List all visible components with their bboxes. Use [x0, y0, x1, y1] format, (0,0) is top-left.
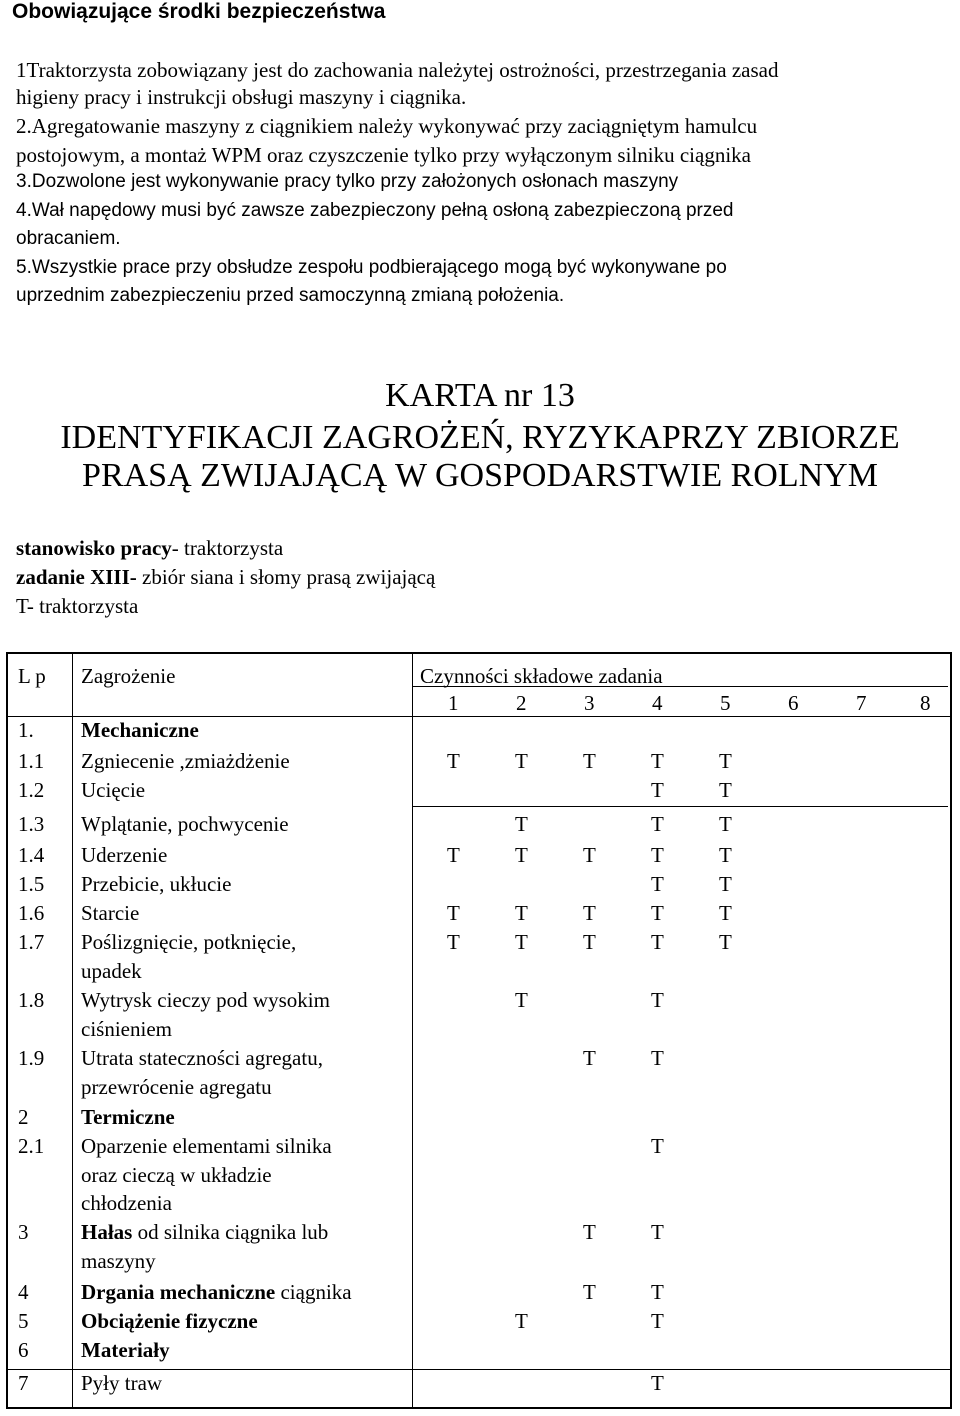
risk-mark: T	[515, 812, 528, 836]
workstation-label: stanowisko pracy	[16, 536, 172, 560]
card-number: KARTA nr 13	[385, 377, 575, 414]
risk-mark: T	[515, 1309, 528, 1333]
risk-mark: T	[651, 1371, 664, 1395]
row-number: 1.5	[18, 872, 45, 896]
hazard-name-bold: Materiały	[81, 1338, 170, 1362]
workstation-line	[16, 536, 283, 561]
hazard-name	[81, 1338, 170, 1363]
row-number: 1.8	[18, 988, 45, 1012]
task-value: zbiór siana i słomy prasą zwijającą	[136, 565, 436, 589]
row-number: 1.1	[18, 749, 45, 773]
measure-5-line-1: 5.Wszystkie prace przy obsłudze zespołu podbierającego mogą być wykonywane po	[16, 257, 727, 278]
hazard-name-bold: Drgania mechaniczne	[81, 1280, 276, 1304]
risk-mark: T	[719, 843, 732, 867]
hazard-name: Poślizgnięcie, potknięcie,	[81, 930, 297, 954]
section-title: Obowiązujące środki bezpieczeństwa	[12, 0, 386, 23]
task-number: 7	[856, 691, 867, 715]
column-header-tasks: Czynności składowe zadania	[420, 664, 663, 688]
measure-2-line-2: postojowym, a montaż WPM oraz czyszczenie tylko przy wyłączonym silniku ciągnika	[16, 143, 751, 167]
workstation-value: - traktorzysta	[171, 536, 284, 560]
risk-mark: T	[651, 1134, 664, 1158]
risk-mark: T	[583, 749, 596, 773]
card-title-line-1: IDENTYFIKACJI ZAGROŻEŃ, RYZYKAPRZY ZBIORZE	[60, 419, 900, 456]
task-number: 4	[652, 691, 663, 715]
hazard-name: Przebicie, ukłucie	[81, 872, 232, 896]
hazard-name-rest: od silnika ciągnika lub	[132, 1220, 329, 1244]
risk-mark: T	[651, 843, 664, 867]
hazard-name-bold: Hałas	[81, 1220, 133, 1244]
measure-3: 3.Dozwolone jest wykonywanie pracy tylko przy założonych osłonach maszyny	[16, 171, 679, 192]
risk-mark: T	[719, 749, 732, 773]
risk-mark: T	[583, 1046, 596, 1070]
risk-mark: T	[515, 930, 528, 954]
risk-mark: T	[583, 1280, 596, 1304]
hazard-name: przewrócenie agregatu	[81, 1074, 272, 1099]
risk-mark: T	[515, 749, 528, 773]
row-number: 1.7	[18, 930, 45, 954]
row-number: 1.3	[18, 812, 45, 836]
hazard-name: Zgniecenie ,zmiażdżenie	[81, 749, 290, 773]
hazard-name-rest: ciągnika	[275, 1280, 352, 1304]
measure-1-line-2: higieny pracy i instrukcji obsługi maszyny i ciągnika.	[16, 85, 467, 109]
row-number: 5	[18, 1309, 29, 1333]
risk-mark: T	[447, 749, 460, 773]
row-number: 1.	[18, 718, 34, 742]
table-divider	[72, 654, 73, 1409]
hazard-name: Wytrysk cieczy pod wysokim	[81, 988, 330, 1012]
risk-mark: T	[583, 843, 596, 867]
hazard-name: Starcie	[81, 901, 140, 925]
measure-4-line-1: 4.Wał napędowy musi być zawsze zabezpieczony pełną osłoną zabezpieczoną przed	[16, 200, 734, 221]
risk-mark: T	[583, 1220, 596, 1244]
risk-mark: T	[515, 988, 528, 1012]
task-number: 1	[448, 691, 459, 715]
risk-mark: T	[583, 901, 596, 925]
hazard-name	[81, 1280, 352, 1305]
column-header-lp: L p	[18, 664, 46, 688]
row-number: 2.1	[18, 1134, 45, 1158]
risk-mark: T	[651, 988, 664, 1012]
row-number: 1.6	[18, 901, 45, 925]
hazard-name: Utrata stateczności agregatu,	[81, 1046, 323, 1070]
task-number: 6	[788, 691, 799, 715]
risk-mark: T	[651, 812, 664, 836]
hazard-name: Termiczne	[81, 1105, 175, 1129]
hazard-name	[81, 1309, 258, 1334]
risk-mark: T	[515, 843, 528, 867]
risk-mark: T	[447, 901, 460, 925]
measure-2-line-1: 2.Agregatowanie maszyny z ciągnikiem należy wykonywać przy zaciągniętym hamulcu	[16, 114, 758, 138]
risk-mark: T	[719, 901, 732, 925]
row-number: 1.2	[18, 778, 45, 802]
table-divider	[412, 806, 948, 807]
measure-4-line-2: obracaniem.	[16, 228, 121, 249]
hazard-name: maszyny	[81, 1248, 156, 1273]
risk-mark: T	[719, 812, 732, 836]
risk-mark: T	[651, 901, 664, 925]
table-divider	[8, 716, 952, 717]
row-number: 3	[18, 1220, 29, 1244]
hazard-name: Oparzenie elementami silnika	[81, 1134, 332, 1158]
row-number: 7	[18, 1371, 29, 1395]
risk-mark: T	[719, 872, 732, 896]
risk-mark: T	[447, 843, 460, 867]
hazard-name	[81, 1220, 328, 1245]
risk-mark: T	[651, 1220, 664, 1244]
risk-mark: T	[447, 930, 460, 954]
task-label: zadanie XIII-	[16, 565, 137, 589]
risk-mark: T	[583, 930, 596, 954]
measure-1-line-1: 1Traktorzysta zobowiązany jest do zachowania należytej ostrożności, przestrzegania zasad	[16, 58, 779, 82]
risk-mark: T	[651, 1280, 664, 1304]
risk-mark: T	[651, 930, 664, 954]
hazard-name-bold: Obciążenie fizyczne	[81, 1309, 258, 1333]
task-line	[16, 565, 435, 590]
task-number: 3	[584, 691, 595, 715]
risk-mark: T	[651, 1046, 664, 1070]
row-number: 1.4	[18, 843, 45, 867]
table-divider	[412, 654, 413, 1409]
card-title-line-2: PRASĄ ZWIJAJĄCĄ W GOSPODARSTWIE ROLNYM	[82, 457, 878, 494]
risk-mark: T	[515, 901, 528, 925]
column-header-hazard: Zagrożenie	[81, 664, 176, 688]
task-number: 5	[720, 691, 731, 715]
hazard-name: chłodzenia	[81, 1191, 172, 1215]
risk-mark: T	[719, 778, 732, 802]
risk-table	[6, 652, 952, 1409]
risk-mark: T	[651, 872, 664, 896]
hazard-name: Mechaniczne	[81, 718, 199, 742]
row-number: 6	[18, 1338, 29, 1362]
table-divider	[8, 1369, 952, 1370]
row-number: 2	[18, 1105, 29, 1129]
row-number: 4	[18, 1280, 29, 1304]
hazard-name: upadek	[81, 958, 142, 983]
hazard-name: Pyły traw	[81, 1371, 163, 1395]
row-number: 1.9	[18, 1046, 45, 1070]
measure-5-line-2: uprzednim zabezpieczeniu przed samoczynną zmianą położenia.	[16, 285, 565, 306]
hazard-name: oraz cieczą w układzie	[81, 1162, 272, 1187]
hazard-name: Wplątanie, pochwycenie	[81, 812, 289, 836]
hazard-name: Uderzenie	[81, 843, 168, 867]
legend-line: T- traktorzysta	[16, 594, 139, 618]
hazard-name: ciśnieniem	[81, 1016, 172, 1041]
risk-mark: T	[651, 749, 664, 773]
risk-mark: T	[651, 778, 664, 802]
task-number: 2	[516, 691, 527, 715]
hazard-name: Ucięcie	[81, 778, 146, 802]
task-number: 8	[920, 691, 931, 715]
risk-mark: T	[719, 930, 732, 954]
risk-mark: T	[651, 1309, 664, 1333]
